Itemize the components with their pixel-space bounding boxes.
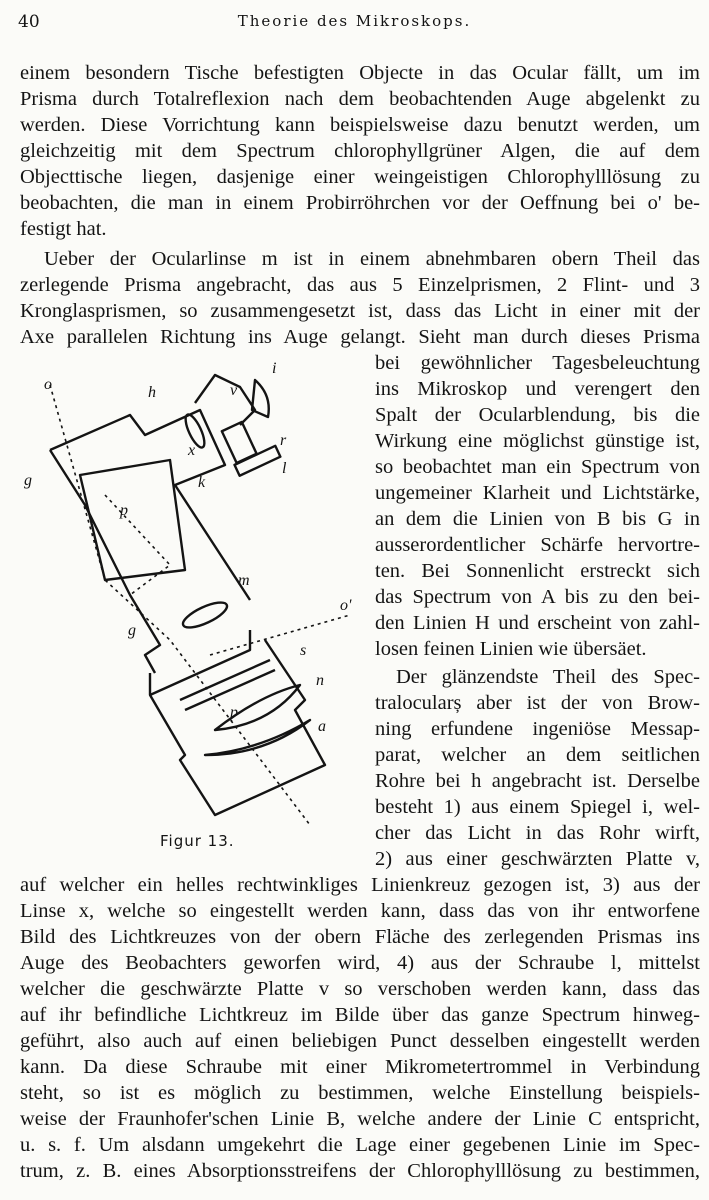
page-number: 40 bbox=[18, 12, 40, 32]
upper-tube-outline bbox=[50, 410, 250, 600]
text-line: werden. Diese Vorrichtung kann beispielsweise dazu benutzt werden, um bbox=[20, 114, 700, 136]
text-line: zerlegende Prisma angebracht, das aus 5 Einzelprismen, 2 Flint- und 3 bbox=[20, 274, 700, 296]
text-line: Axe parallelen Richtung ins Auge gelangt. Sieht man durch dieses Prisma bbox=[20, 326, 700, 348]
text-line: Auge des Beobachters geworfen wird, 4) aus der Schraube l, mittelst bbox=[20, 952, 700, 974]
label-l: l bbox=[282, 460, 287, 477]
diaphragm-s bbox=[180, 660, 270, 700]
label-p: p bbox=[120, 502, 128, 519]
text-line: Der glänzendste Theil des Spec- bbox=[396, 666, 700, 688]
prism-p bbox=[80, 460, 185, 580]
text-line: losen feinen Linien wie übersäet. bbox=[375, 638, 647, 660]
label-m: m bbox=[238, 572, 250, 589]
text-line: geführt, also auch auf einen beliebigen Punct desselben eingestellt werden bbox=[20, 1030, 700, 1052]
text-line: cher das Licht in das Rohr wirft, bbox=[375, 822, 700, 844]
label-n: n bbox=[316, 672, 324, 689]
ocular-ring bbox=[150, 630, 250, 695]
label-v: v bbox=[230, 382, 238, 399]
text-line: an dem die Linien von B bis G in bbox=[375, 508, 700, 530]
label-o: o bbox=[44, 376, 52, 393]
text-line: weise der Fraunhofer'schen Linie B, welche andere der Linie C entspricht, bbox=[20, 1108, 700, 1130]
prism-path bbox=[105, 495, 170, 595]
mirror bbox=[252, 380, 269, 417]
text-line: gleichzeitig mit dem Spectrum chlorophyllgrüner Algen, die auf dem bbox=[20, 140, 700, 162]
text-line: besteht 1) aus einem Spiegel i, wel- bbox=[375, 796, 700, 818]
text-line: ten. Bei Sonnenlicht erstreckt sich bbox=[375, 560, 700, 582]
text-line: u. s. f. Um alsdann umgekehrt die Lage einer gegebenen Linie im Spec- bbox=[20, 1134, 700, 1156]
text-line: den Linien H und erscheint von zahl- bbox=[375, 612, 700, 634]
figure-13 bbox=[10, 355, 365, 825]
label-i: i bbox=[272, 360, 277, 377]
label-a: a bbox=[318, 718, 326, 735]
label-k: k bbox=[198, 474, 206, 491]
text-line: ins Mikroskop und verengert den bbox=[375, 378, 700, 400]
label-x: x bbox=[188, 442, 196, 459]
text-line: steht, so ist es möglich zu bestimmen, welche Einstellung beispiels- bbox=[20, 1082, 700, 1104]
running-title: Theorie des Mikroskops. bbox=[237, 12, 472, 30]
text-line: auf welcher ein helles rechtwinkliges Linienkreuz gezogen ist, 3) aus der bbox=[20, 874, 700, 896]
text-line: trum, z. B. eines Absorptionsstreifens der Chlorophylllösung zu bestimmen, bbox=[20, 1160, 700, 1182]
text-line: Prisma durch Totalreflexion nach dem beobachtenden Auge abgelenkt zu bbox=[20, 88, 700, 110]
text-line: Bild des Lichtkreuzes von der obern Fläche des zerlegenden Prismas ins bbox=[20, 926, 700, 948]
text-line: ungemeiner Klarheit und Lichtstärke, bbox=[375, 482, 700, 504]
text-line: festigt hat. bbox=[20, 218, 107, 240]
text-line: Spalt der Ocularblendung, bis die bbox=[375, 404, 700, 426]
lens-m bbox=[180, 598, 230, 633]
text-line: auf ihr befindliche Lichtkreuz im Bilde über das ganze Spectrum hinweg- bbox=[20, 1004, 700, 1026]
side-ray bbox=[210, 615, 350, 655]
text-line: bei gewöhnlicher Tagesbeleuchtung bbox=[375, 352, 700, 374]
label-p-lower: p bbox=[230, 704, 238, 721]
text-line: ning erfundene ingeniöse Messap- bbox=[375, 718, 700, 740]
text-line: beobachten, die man in einem Probirröhrchen vor der Oeffnung bei o' be- bbox=[20, 192, 700, 214]
text-line: Linse x, welche so eingestellt werden kann, dass das von ihr entworfene bbox=[20, 900, 700, 922]
text-line: welcher die geschwärzte Platte v so verschoben werden kann, dass das bbox=[20, 978, 700, 1000]
text-line: Objecttische liegen, dasjenige einer weingeistigen Chlorophylllösung zu bbox=[20, 166, 700, 188]
label-o-prime: o' bbox=[340, 597, 352, 614]
text-line: kann. Da diese Schraube mit einer Mikrometertrommel in Verbindung bbox=[20, 1056, 700, 1078]
page-header bbox=[0, 12, 709, 38]
label-h: h bbox=[148, 384, 156, 401]
text-line: Wirkung eine möglichst günstige ist, bbox=[375, 430, 700, 452]
upper-tube-outline-left bbox=[50, 450, 160, 673]
text-line: das Spectrum von A bis zu den bei- bbox=[375, 586, 700, 608]
text-line: ausserordentlicher Schärfe hervortre- bbox=[375, 534, 700, 556]
text-line: Kronglasprismen, so zusammengesetzt ist, dass das Licht in einer mit der bbox=[20, 300, 700, 322]
figure-caption: Figur 13. bbox=[160, 832, 235, 850]
text-line: einem besondern Tische befestigten Objecte in das Ocular fällt, um im bbox=[20, 62, 700, 84]
label-g-upper: g bbox=[24, 472, 32, 489]
screw-l bbox=[235, 446, 281, 476]
text-line: 2) aus einer geschwärzten Platte v, bbox=[375, 848, 700, 870]
text-line: tralocularș aber ist der von Brow- bbox=[375, 692, 700, 714]
text-line: Ueber der Ocularlinse m ist in einem abnehmbaren obern Theil das bbox=[44, 248, 700, 270]
label-r: r bbox=[280, 432, 287, 449]
spectral-ocular-diagram bbox=[10, 355, 365, 825]
label-g-lower: g bbox=[128, 622, 136, 639]
label-s: s bbox=[300, 642, 307, 659]
text-line: parat, welcher an dem seitlichen bbox=[375, 744, 700, 766]
text-line: so beobachtet man ein Spectrum von bbox=[375, 456, 700, 478]
text-line: Rohre bei h angebracht ist. Derselbe bbox=[375, 770, 700, 792]
